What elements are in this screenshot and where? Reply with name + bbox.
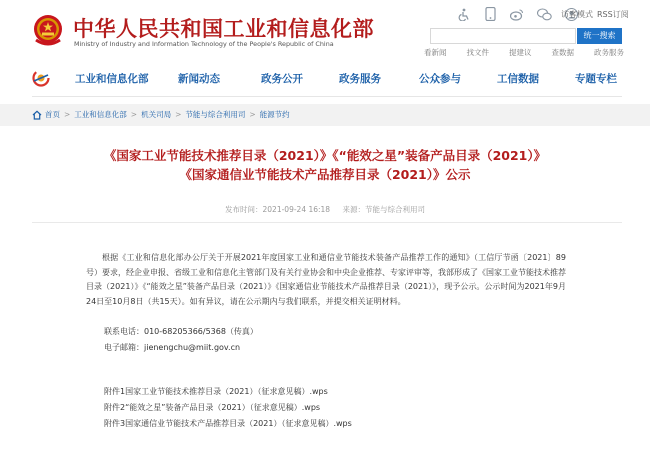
breadcrumb-separator: > [64,110,71,119]
site-header [0,0,650,62]
main-nav [0,64,650,94]
breadcrumb-home[interactable]: 首页 [45,110,60,119]
article-title [0,146,650,184]
breadcrumb-miit[interactable]: 工业和信息化部 [74,110,127,119]
breadcrumb-separator: > [175,110,182,119]
breadcrumb-bar [0,104,650,126]
visitor-mode-link[interactable]: 访客模式 [561,10,593,19]
article-source: 来源：节能与综合利用司 [342,205,425,214]
breadcrumb-energy-dept[interactable]: 节能与综合利用司 [185,110,246,119]
quick-link-files[interactable]: 找文件 [466,48,489,57]
article-body: 根据《工业和信息化部办公厅关于开展2021年度国家工业和通信业节能技术装备产品推荐工作的通知》（工信厅节函〔2021〕89号）要求，经企业申报、省级工业和信息化主管部门及有关行业协会和中央企业推荐、专家评审等，我部形成了《国家工业节能技术推荐目录（2021）》《“能效之星”装备产品目录（2021）》《国家通信业节能技术产品推荐目录（2021）》，现予公示。公示时间为2021年9月24日至10月8日（共15天）。如有异议，请在公示期内与我们联系，并提交相关证明材料。 [86,253,566,306]
breadcrumb [32,109,290,120]
mobile-icon[interactable] [482,6,498,22]
breadcrumb-departments[interactable]: 机关司局 [141,110,172,119]
article-title-line1: 《国家工业节能技术推荐目录（2021）》《“能效之星”装备产品目录（2021）》 [103,148,547,163]
nav-item-data[interactable]: 工信数据 [497,73,539,85]
publish-time: 发布时间：2021-09-24 16:18 [225,205,331,214]
site-title[interactable]: 中华人民共和国工业和信息化部 [73,17,374,41]
attachment-link-3[interactable]: 附件3国家通信业节能技术产品推荐目录（2021）（征求意见稿）.wps [104,419,352,428]
nav-item-miit[interactable]: 工业和信息化部 [75,73,149,85]
weibo-icon[interactable] [509,6,525,22]
quick-links [424,47,624,58]
contact-email[interactable]: 电子邮箱：jienengchu@miit.gov.cn [104,343,241,352]
breadcrumb-separator: > [130,110,138,119]
wechat-icon[interactable] [536,6,552,22]
search-input[interactable] [430,28,576,44]
breadcrumb-energy-saving[interactable]: 能源节约 [259,110,290,119]
nav-item-news[interactable]: 新闻动态 [178,73,220,85]
nav-divider [32,96,622,97]
attachment-link-2[interactable]: 附件2“能效之星”装备产品目录（2021）（征求意见稿）.wps [104,403,321,412]
quick-link-services[interactable]: 政务服务 [594,48,624,57]
article-divider [32,222,622,223]
nav-item-gov-services[interactable]: 政务服务 [339,73,381,85]
article-title-line2: 《国家通信业节能技术产品推荐目录（2021）》公示 [179,167,471,182]
national-emblem-icon[interactable] [32,14,64,48]
nav-item-gov-open[interactable]: 政务公开 [261,73,303,85]
home-icon[interactable] [32,110,42,120]
contact-phone: 联系电话：010-68205366/5368（传真） [104,327,258,336]
quick-link-suggest[interactable]: 提建议 [509,48,532,57]
quick-link-news[interactable]: 看新闻 [424,48,447,57]
nav-item-topics[interactable]: 专题专栏 [575,73,617,85]
breadcrumb-separator: > [249,110,256,119]
attachment-link-1[interactable]: 附件1国家工业节能技术推荐目录（2021）（征求意见稿）.wps [104,387,328,396]
nav-item-public[interactable]: 公众参与 [419,73,461,85]
rss-link[interactable]: RSS订阅 [597,10,629,19]
quick-link-data[interactable]: 查数据 [551,48,574,57]
search-button[interactable]: 统一搜索 [577,28,622,44]
site-subtitle: Ministry of Industry and Information Technology of the People's Republic of China [74,40,334,48]
article-meta [0,204,650,215]
accessibility-icon[interactable] [455,6,471,22]
